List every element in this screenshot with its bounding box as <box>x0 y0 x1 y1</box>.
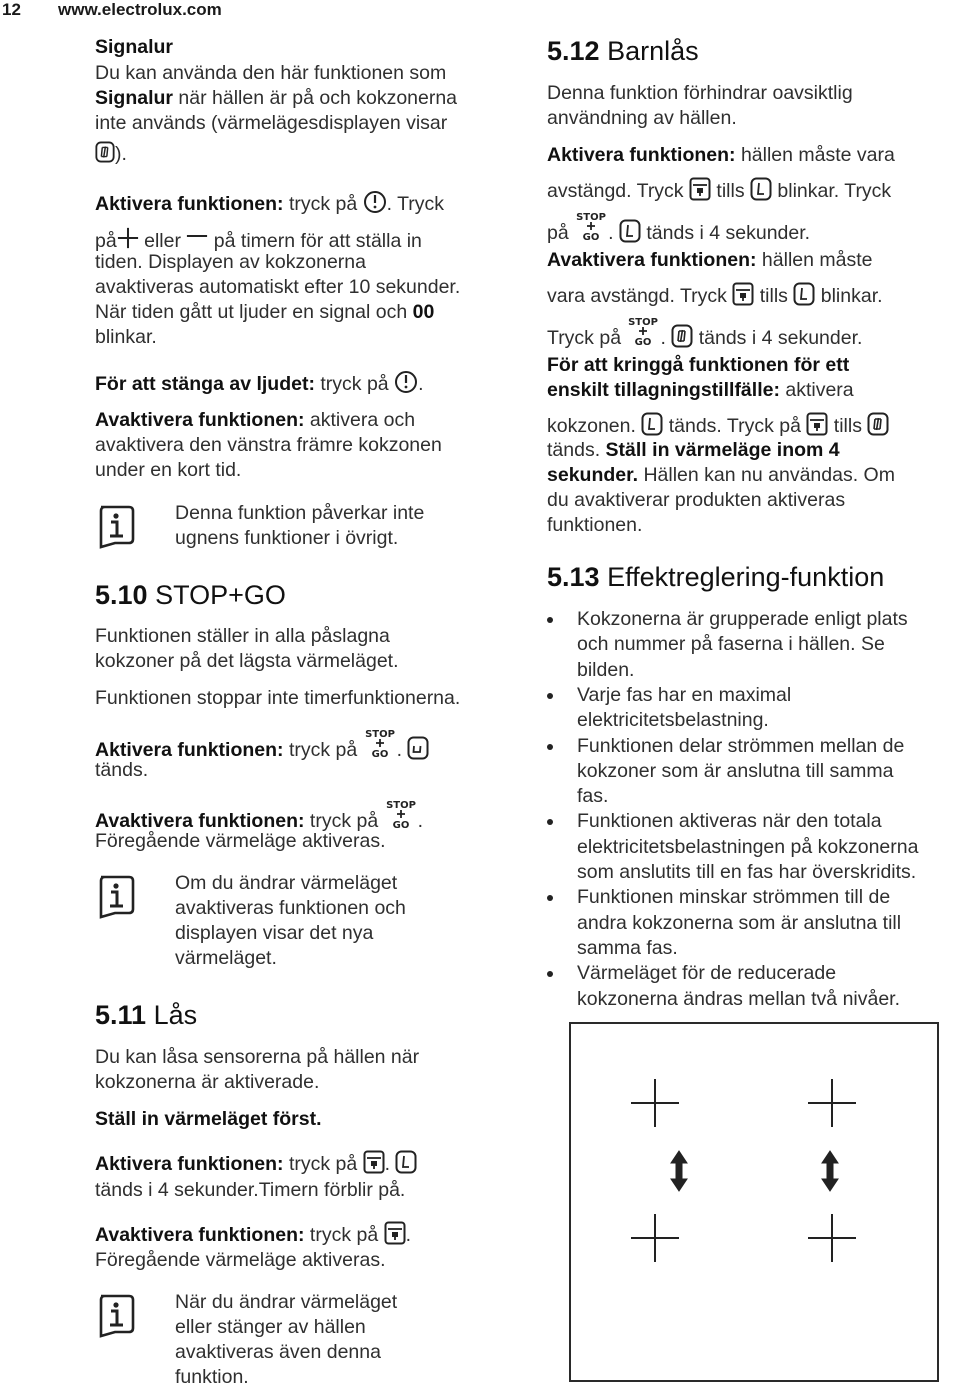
stop-go-icon <box>384 799 418 829</box>
las-first: Ställ in värmeläget först. <box>95 1108 322 1130</box>
cooking-zone-marker <box>808 1214 856 1262</box>
cooktop-phase-diagram <box>569 1022 939 1382</box>
bullet-text: Värmeläget för de reducerade <box>577 962 837 985</box>
barnlas-bypass-l5: sekunder. Hällen kan nu användas. Om <box>547 464 895 486</box>
display-L-icon <box>619 219 641 243</box>
barnlas-intro-l2: användning av hällen. <box>547 107 737 129</box>
bullet-text: andra kokzonerna som är anslutna till <box>577 911 902 934</box>
bullet-text: Kokzonerna är grupperade enligt plats <box>577 608 908 630</box>
heading-5-13: 5.13 Effektreglering-funktion <box>547 562 885 592</box>
bullet-text: och nummer på faserna i hällen. Se <box>577 633 885 656</box>
barnlas-bypass-l3: kokzonen. tänds. Tryck på tills <box>547 412 889 439</box>
cooktop-diagram-svg <box>571 1024 937 1380</box>
bullet-dot <box>547 744 553 750</box>
las-note-l4: funktion. <box>175 1366 249 1388</box>
page-number: 12 <box>2 0 21 19</box>
las-note-l3: avaktiveras även denna <box>175 1341 381 1363</box>
signalur-stop-sound: För att stänga av ljudet: tryck på . <box>95 370 423 397</box>
lock-icon <box>689 177 711 201</box>
signalur-activate-l1: Aktivera funktionen: tryck på . Tryck <box>95 190 444 217</box>
signalur-title: Signalur <box>95 36 174 58</box>
stopgo-activate-l1: Aktivera funktionen: tryck på . <box>95 728 429 763</box>
signalur-intro-l3: inte används (värmelägesdisplayen visar <box>95 112 448 134</box>
bullet-text: samma fas. <box>577 936 678 959</box>
stopgo-note-l3: displayen visar det nya <box>175 922 374 944</box>
signalur-deactivate-l2: avaktivera den vänstra främre kokzonen <box>95 434 442 456</box>
signalur-deactivate-l3: under en kort tid. <box>95 459 242 481</box>
bullet-text: som anslutits till en fas har överskridits. <box>577 861 917 883</box>
timer-icon <box>363 190 387 214</box>
display-zero-icon <box>867 412 889 436</box>
barnlas-bypass-l2: enskilt tillagningstillfälle: aktivera <box>547 379 854 401</box>
las-deactivate-l2: Föregående värmeläge aktiveras. <box>95 1249 386 1271</box>
bullet-dot <box>547 617 553 623</box>
bullet-text: fas. <box>577 785 609 808</box>
info-icon <box>95 505 135 549</box>
bullet-dot <box>547 895 553 901</box>
barnlas-bypass-l7: funktionen. <box>547 514 643 536</box>
stopgo-note-l1: Om du ändrar värmeläget <box>175 872 398 894</box>
heading-5-10: 5.10 STOP+GO <box>95 580 286 610</box>
barnlas-deact-l3: Tryck på . tänds i 4 sekunder. <box>547 316 862 351</box>
stop-go-icon <box>363 728 397 758</box>
bullet-text: Varje fas har en maximal <box>577 683 792 706</box>
bullet-dot <box>547 693 553 699</box>
stopgo-p2: Funktionen stoppar inte timerfunktionerna. <box>95 687 461 709</box>
lock-icon <box>806 412 828 436</box>
barnlas-act-l3: på . tänds i 4 sekunder. <box>547 211 810 246</box>
barnlas-deact-l1: Avaktivera funktionen: hällen måste <box>547 249 873 271</box>
bullet-text: Funktionen aktiveras när den totala <box>577 810 882 833</box>
heading-5-11: 5.11 Lås <box>95 1000 198 1030</box>
cooking-zone-marker <box>631 1214 679 1262</box>
stopgo-note-l4: värmeläget. <box>175 947 277 969</box>
signalur-deactivate-l1: Avaktivera funktionen: aktivera och <box>95 409 416 431</box>
lock-icon <box>384 1221 406 1245</box>
signalur-note-l1: Denna funktion påverkar inte <box>175 502 425 524</box>
display-u-icon <box>407 736 429 760</box>
las-note-l2: eller stänger av hällen <box>175 1316 366 1338</box>
signalur-note-l2: ugnens funktioner i övrigt. <box>175 527 399 549</box>
lock-icon <box>732 282 754 306</box>
signalur-activate-l6: blinkar. <box>95 326 157 348</box>
stopgo-note-l2: avaktiveras funktionen och <box>175 897 406 919</box>
signalur-intro-l1: Du kan använda den här funktionen som <box>95 62 447 84</box>
bullet-text: Funktionen minskar strömmen till de <box>577 886 891 909</box>
signalur-activate-l5: När tiden gått ut ljuder en signal och 00 <box>95 301 435 323</box>
timer-icon <box>394 370 418 394</box>
phase-connection-arrow <box>671 1151 687 1191</box>
barnlas-bypass-l6: du avaktiverar produkten aktiveras <box>547 489 846 511</box>
signalur-activate-l2: på eller på timern för att ställa in <box>95 225 422 254</box>
display-zero-icon <box>671 324 693 348</box>
stopgo-deactivate-l1: Avaktivera funktionen: tryck på . <box>95 799 423 834</box>
header-url: www.electrolux.com <box>58 0 222 19</box>
signalur-activate-l3: tiden. Displayen av kokzonerna <box>95 251 366 273</box>
stopgo-activate-l2: tänds. <box>95 759 149 781</box>
bullet-text: elektricitetsbelastningen på kokzonerna <box>577 835 919 858</box>
barnlas-deact-l2: vara avstängd. Tryck tills blinkar. <box>547 282 883 309</box>
barnlas-bypass-l1: För att kringgå funktionen för ett <box>547 354 850 376</box>
info-icon <box>95 875 135 919</box>
las-p1-l1: Du kan låsa sensorerna på hällen när <box>95 1046 420 1068</box>
display-zero-icon <box>95 140 115 164</box>
barnlas-act-l2: avstängd. Tryck tills blinkar. Tryck <box>547 177 891 204</box>
las-activate-l2: tänds i 4 sekunder.Timern förblir på. <box>95 1179 406 1201</box>
las-activate-l1: Aktivera funktionen: tryck på . <box>95 1150 417 1177</box>
minus-icon <box>186 225 208 247</box>
cooking-zone-marker <box>631 1079 679 1127</box>
las-deactivate-l1: Avaktivera funktionen: tryck på . <box>95 1221 411 1248</box>
las-p1-l2: kokzonerna är aktiverade. <box>95 1071 320 1093</box>
stopgo-p1-l2: kokzoner på det lägsta värmeläget. <box>95 650 399 672</box>
barnlas-bypass-l4: tänds. Ställ in värmeläge inom 4 <box>547 439 840 461</box>
stop-go-icon <box>574 211 608 241</box>
stopgo-deactivate-l2: Föregående värmeläge aktiveras. <box>95 830 386 852</box>
las-note-l1: När du ändrar värmeläget <box>175 1291 398 1313</box>
heading-5-12: 5.12 Barnlås <box>547 36 699 66</box>
cooking-zone-marker <box>808 1079 856 1127</box>
display-L-icon <box>641 412 663 436</box>
bullet-dot <box>547 971 553 977</box>
barnlas-intro-l1: Denna funktion förhindrar oavsiktlig <box>547 82 853 104</box>
barnlas-act-l1: Aktivera funktionen: hällen måste vara <box>547 144 895 166</box>
info-icon <box>95 1294 135 1338</box>
signalur-intro-l4: ). <box>95 140 127 167</box>
display-L-icon <box>750 177 772 201</box>
signalur-activate-l4: avaktiveras automatiskt efter 10 sekunder. <box>95 276 461 298</box>
display-L-icon <box>793 282 815 306</box>
bullet-text: bilden. <box>577 658 635 681</box>
display-L-icon <box>395 1150 417 1174</box>
signalur-intro-l2: Signalur när hällen är på och kokzonerna <box>95 87 458 109</box>
lock-icon <box>363 1150 385 1174</box>
bullet-text: Funktionen delar strömmen mellan de <box>577 734 905 757</box>
stopgo-p1-l1: Funktionen ställer in alla påslagna <box>95 625 390 647</box>
bullet-text: kokzonerna ändras mellan två nivåer. <box>577 987 901 1010</box>
bullet-text: elektricitetsbelastning. <box>577 709 769 732</box>
plus-icon <box>117 227 139 249</box>
bullet-dot <box>547 819 553 825</box>
phase-connection-arrow <box>822 1151 838 1191</box>
stop-go-icon <box>626 316 660 346</box>
bullet-text: kokzoner som är anslutna till samma <box>577 759 894 782</box>
